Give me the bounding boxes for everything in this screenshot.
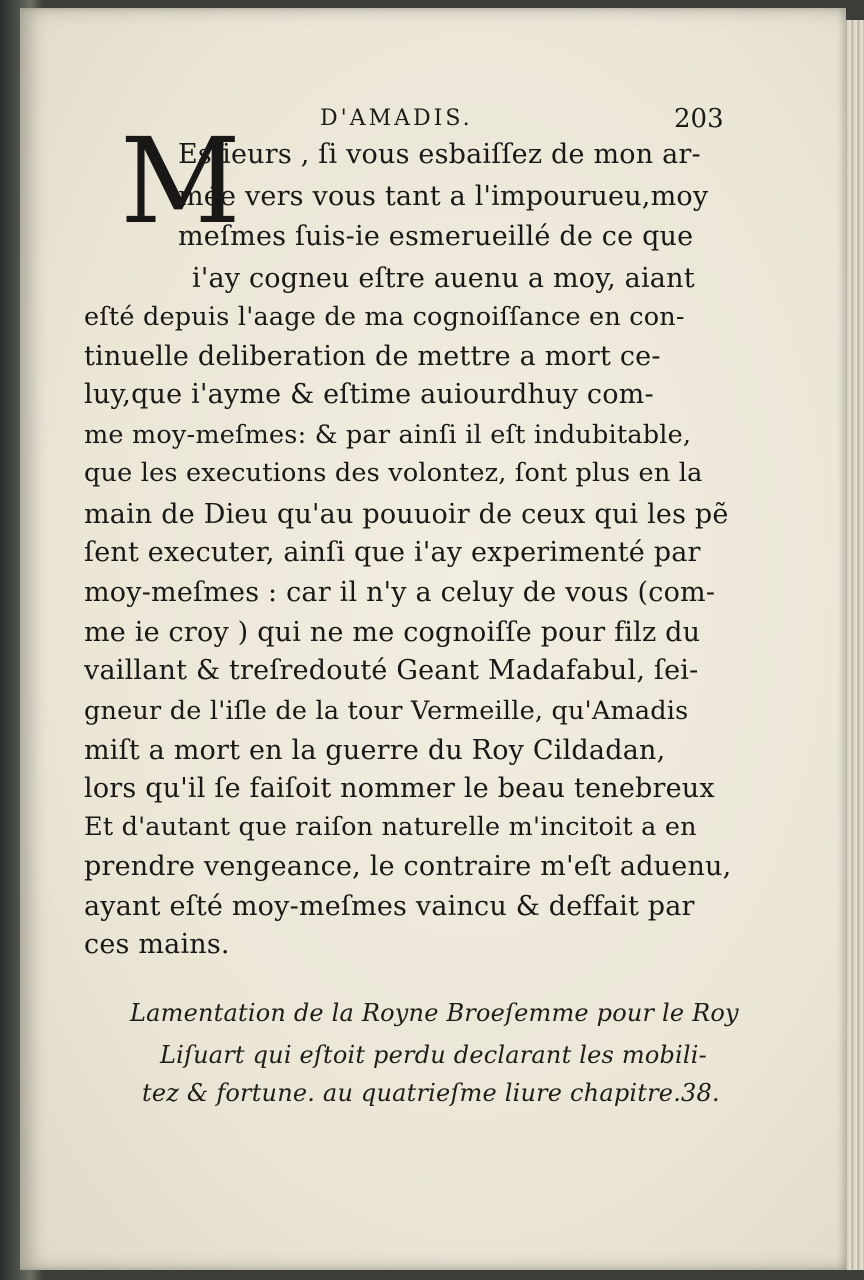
running-head: D'AMADIS. [320,106,473,131]
body-line: luy,que i'ayme & eſtime auiourdhuy com- [84,379,654,410]
book-page [20,8,846,1270]
body-line: ſent executer, ainſi que i'ay experimenté par [84,537,701,568]
body-line: Esſieurs , ſi vous esbaiſſez de mon ar- [178,139,701,170]
body-line: miſt a mort en la guerre du Roy Cildadan, [84,735,666,766]
body-line: Et d'autant que raiſon naturelle m'incitoit a en [84,812,697,842]
body-line: gneur de l'iſle de la tour Vermeille, qu'Amadis [84,696,689,726]
body-line: i'ay cogneu eſtre auenu a moy, aiant [192,263,695,294]
body-line: lors qu'il ſe faiſoit nommer le beau tenebreux [84,773,715,804]
page-number: 203 [674,104,724,134]
body-line: ayant eſté moy-meſmes vaincu & deffait par [84,891,695,922]
body-line: mée vers vous tant a l'impourueu,moy [178,181,709,212]
body-line: meſmes ſuis-ie esmerueillé de ce que [178,221,694,252]
body-line: que les executions des volontez, ſont plus en la [84,458,703,488]
body-line: tinuelle deliberation de mettre a mort ce- [84,341,661,372]
body-line: vaillant & treſredouté Geant Madafabul, ſei- [84,655,699,686]
body-line: moy-meſmes : car il n'y a celuy de vous (com- [84,577,716,608]
drop-cap: M [120,112,241,250]
body-line: ces mains. [84,929,230,960]
heading-line: tez & fortune. au quatrieſme liure chapitre.38. [142,1079,720,1107]
body-line: me ie croy ) qui ne me cognoiſſe pour filz du [84,617,701,648]
body-line: me moy-meſmes: & par ainſi il eſt indubitable, [84,420,692,450]
heading-line: Lamentation de la Royne Broeſemme pour le Roy [130,999,739,1027]
heading-line: Liſuart qui eſtoit perdu declarant les mobili- [160,1041,707,1069]
body-line: prendre vengeance, le contraire m'eſt aduenu, [84,851,732,882]
body-line: eſté depuis l'aage de ma cognoiſſance en con- [84,302,685,332]
body-line: main de Dieu qu'au pouuoir de ceux qui les pẽ [84,499,729,530]
